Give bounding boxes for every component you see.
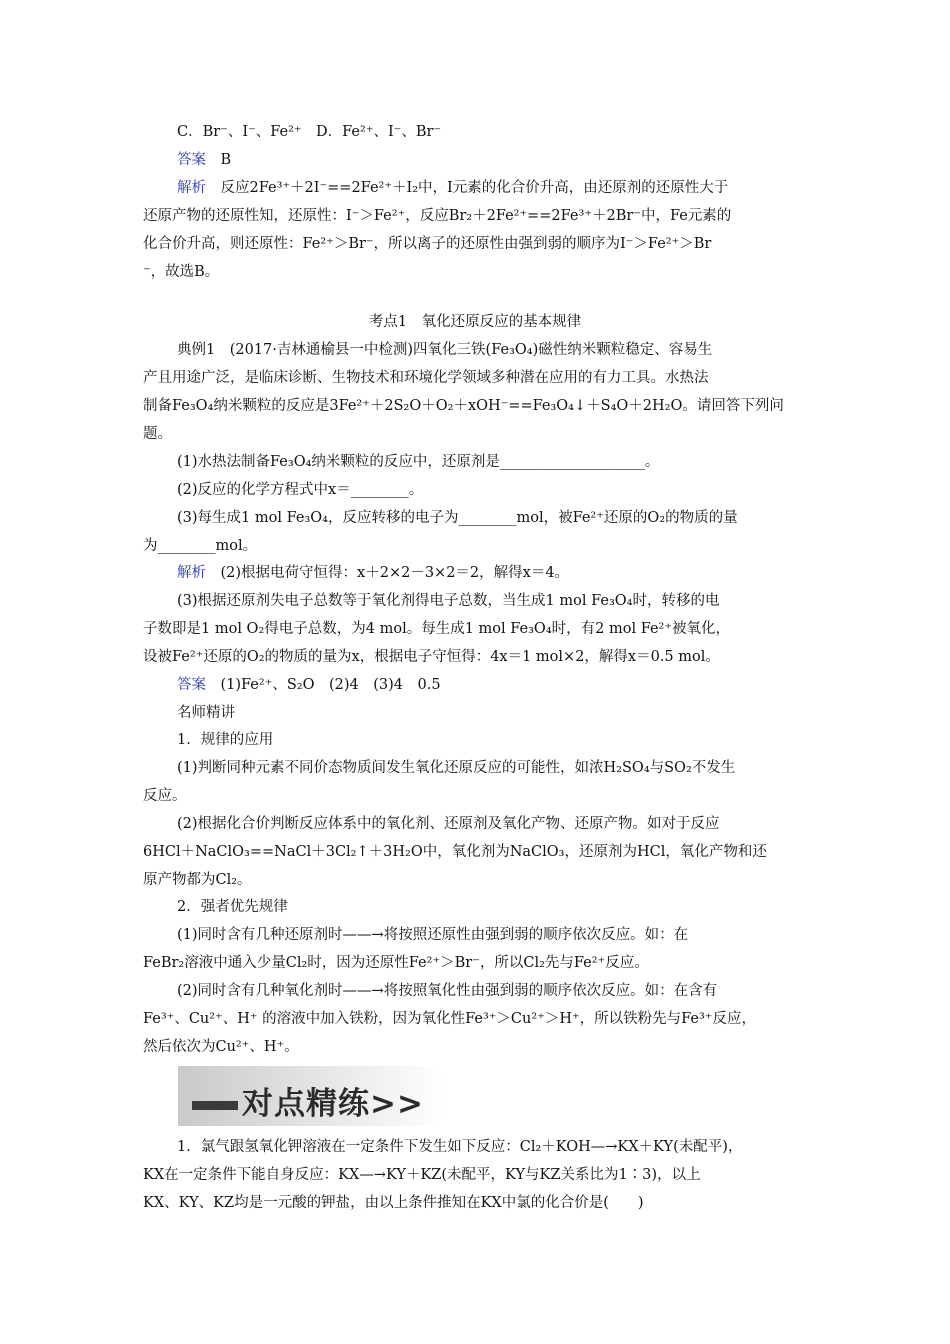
section-heading: 考点1 氧化还原反应的基本规律 (368, 314, 582, 330)
question-3: (3)每生成1 mol Fe₃O₄，反应转移的电子为________mol，被Fe²⁺还原的O₂的物质的量 (177, 510, 738, 526)
text-line: KX、KY、KZ均是一元酸的钾盐，由以上条件推知在KX中氯的化合价是( ) (143, 1195, 644, 1211)
answer-line (177, 150, 807, 170)
answer-label: 答案 (177, 152, 206, 168)
text-line: (1)同时含有几种还原剂时——→将按照还原性由强到弱的顺序依次反应。如：在 (177, 927, 689, 943)
text-line: 为________mol。 (143, 538, 258, 554)
text-line: ⁻，故选B。 (143, 264, 220, 280)
question-2: (2)反应的化学方程式中x＝________。 (177, 482, 424, 498)
answer-text: (1)Fe²⁺、S₂O (2)4 (3)4 0.5 (206, 677, 441, 693)
analysis-line (177, 563, 807, 583)
text-line: 题。 (143, 426, 172, 442)
question-1: (1)水热法制备Fe₃O₄纳米颗粒的反应中，还原剂是____________________。 (177, 454, 660, 470)
text-line: 化合价升高，则还原性：Fe²⁺＞Br⁻，所以离子的还原性由强到弱的顺序为I⁻＞Fe²⁺＞Br (143, 236, 712, 252)
text-line: 反应。 (143, 788, 187, 804)
text-line: (2)同时含有几种氧化剂时——→将按照氧化性由强到弱的顺序依次反应。如：在含有 (177, 983, 718, 999)
text-line: (1)判断同种元素不同价态物质间发生氧化还原反应的可能性，如浓H₂SO₄与SO₂不发生 (177, 760, 736, 776)
option-line: C．Br⁻、I⁻、Fe²⁺ D．Fe²⁺、I⁻、Br⁻ (177, 124, 442, 140)
text-line: 还原产物的还原性知，还原性：I⁻＞Fe²⁺，反应Br₂＋2Fe²⁺==2Fe³⁺＋2Br⁻中，Fe元素的 (143, 208, 732, 224)
example-heading: 典例1 (2017·吉林通榆县一中检测)四氧化三铁(Fe₃O₄)磁性纳米颗粒稳定、容易生 (177, 342, 713, 358)
banner-bar-icon (192, 1101, 238, 1110)
answer-label: 答案 (177, 677, 206, 693)
answer-line (177, 675, 807, 695)
answer-text: B (206, 152, 232, 168)
text-line: 设被Fe²⁺还原的O₂的物质的量为x，根据电子守恒得：4x＝1 mol×2，解得x＝0.5 mol。 (143, 649, 720, 665)
analysis-label: 解析 (177, 565, 206, 581)
text-line: 制备Fe₃O₄纳米颗粒的反应是3Fe²⁺＋2S₂O＋O₂＋xOH⁻==Fe₃O₄↓＋S₄O＋2H₂O。请回答下列问 (143, 398, 784, 414)
analysis-label: 解析 (177, 180, 206, 196)
text-line: 子数即是1 mol O₂得电子总数，为4 mol。每生成1 mol Fe₃O₄时，有2 mol Fe²⁺被氧化， (143, 621, 731, 637)
text-line: 然后依次为Cu²⁺、H⁺。 (143, 1039, 299, 1055)
subheading: 2．强者优先规律 (177, 899, 288, 915)
analysis-text: (2)根据电荷守恒得：x＋2×2－3×2＝2，解得x＝4。 (206, 565, 570, 581)
text-line: 6HCl＋NaClO₃==NaCl＋3Cl₂↑＋3H₂O中，氧化剂为NaClO₃，还原剂为HCl，氧化产物和还 (143, 844, 767, 860)
exercise-line: 1．氯气跟氢氧化钾溶液在一定条件下发生如下反应：Cl₂＋KOH—→KX＋KY(未配平)， (177, 1139, 743, 1155)
practice-banner (178, 1066, 444, 1126)
banner-title: 对点精练>> (242, 1086, 424, 1122)
text-line: (3)根据还原剂失电子总数等于氧化剂得电子总数，当生成1 mol Fe₃O₄时，转移的电 (177, 593, 720, 609)
subheading: 1．规律的应用 (177, 732, 274, 748)
text-line: FeBr₂溶液中通入少量Cl₂时，因为还原性Fe²⁺＞Br⁻，所以Cl₂先与Fe²⁺反应。 (143, 955, 649, 971)
text-line: (2)根据化合价判断反应体系中的氧化剂、还原剂及氧化产物、还原产物。如对于反应 (177, 816, 720, 832)
analysis-line (177, 178, 807, 198)
text-line: 原产物都为Cl₂。 (143, 872, 252, 888)
text-line: KX在一定条件下能自身反应：KX—→KY＋KZ(未配平，KY与KZ关系比为1∶3)，以上 (143, 1167, 701, 1183)
text-line: Fe³⁺、Cu²⁺、H⁺ 的溶液中加入铁粉，因为氧化性Fe³⁺＞Cu²⁺＞H⁺，所以铁粉先与Fe³⁺反应， (143, 1011, 756, 1027)
subheading: 名师精讲 (177, 705, 235, 721)
text-line: 产且用途广泛，是临床诊断、生物技术和环境化学领域多种潜在应用的有力工具。水热法 (143, 370, 709, 386)
analysis-text: 反应2Fe³⁺＋2I⁻==2Fe²⁺＋I₂中，I元素的化合价升高，由还原剂的还原性大于 (206, 180, 729, 196)
